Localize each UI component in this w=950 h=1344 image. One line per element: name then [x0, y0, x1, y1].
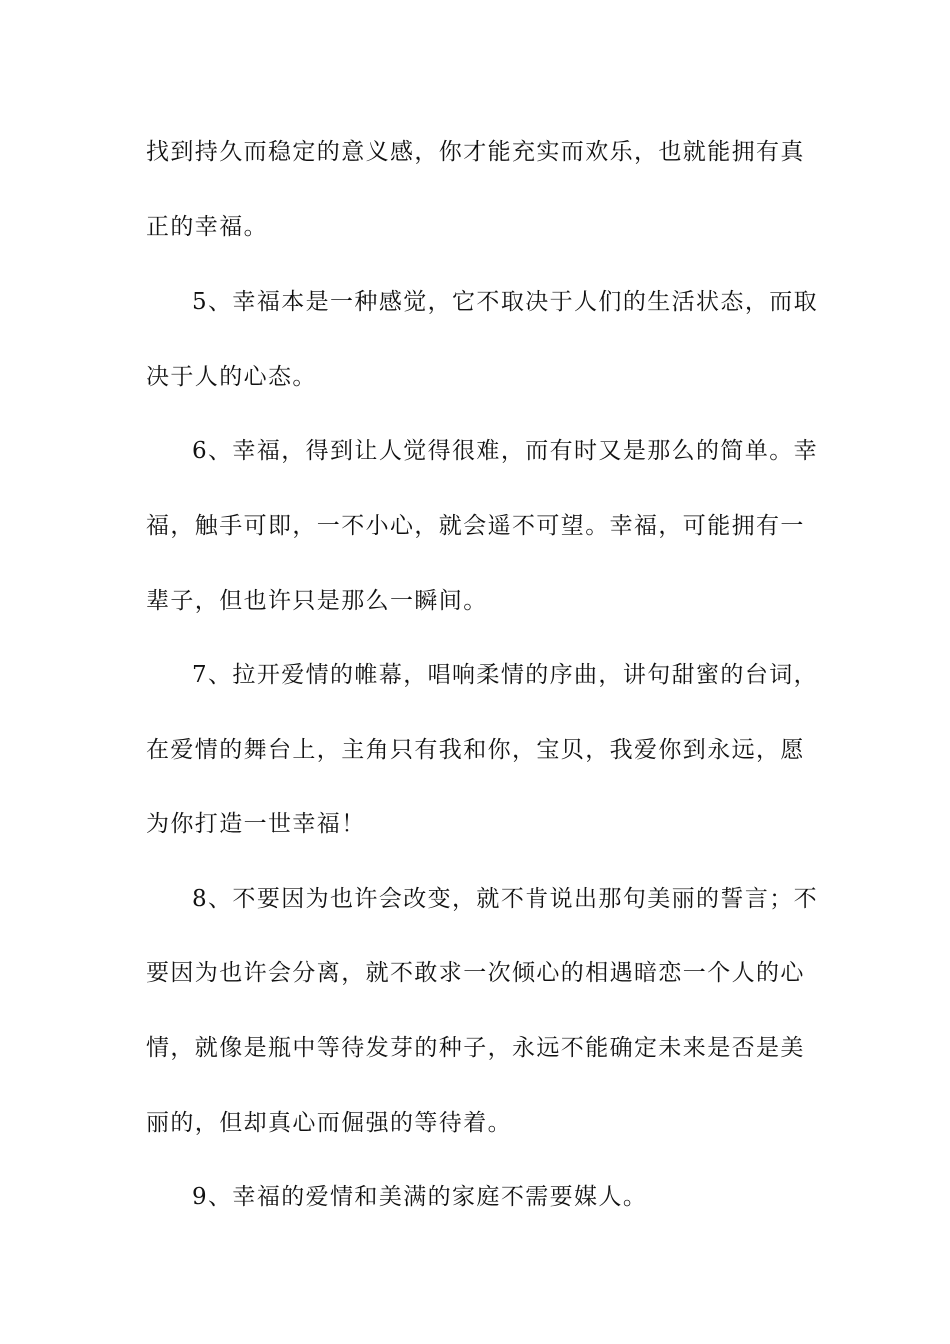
paragraph-6-start: 6、幸福，得到让人觉得很难，而有时又是那么的简单。幸	[192, 438, 819, 464]
paragraph-8-start: 8、不要因为也许会改变，就不肯说出那句美丽的誓言；不	[192, 886, 819, 912]
text-line: 辈子，但也许只是那么一瞬间。	[146, 588, 488, 614]
text-line: 福，触手可即，一不小心，就会遥不可望。幸福，可能拥有一	[146, 513, 805, 539]
paragraph-5-start: 5、幸福本是一种感觉，它不取决于人们的生活状态，而取	[192, 289, 819, 315]
paragraph-9-start: 9、幸福的爱情和美满的家庭不需要媒人。	[192, 1184, 648, 1210]
text-line: 决于人的心态。	[146, 364, 317, 390]
text-line: 丽的，但却真心而倔强的等待着。	[146, 1110, 512, 1136]
text-line: 为你打造一世幸福！	[146, 811, 366, 837]
text-line: 要因为也许会分离，就不敢求一次倾心的相遇暗恋一个人的心	[146, 960, 805, 986]
text-line: 在爱情的舞台上，主角只有我和你，宝贝，我爱你到永远，愿	[146, 737, 805, 763]
text-line: 情，就像是瓶中等待发芽的种子，永远不能确定未来是否是美	[146, 1035, 805, 1061]
paragraph-7-start: 7、拉开爱情的帷幕，唱响柔情的序曲，讲句甜蜜的台词，	[192, 662, 819, 688]
text-line: 正的幸福。	[146, 214, 268, 240]
text-line: 找到持久而稳定的意义感，你才能充实而欢乐，也就能拥有真	[146, 139, 805, 165]
